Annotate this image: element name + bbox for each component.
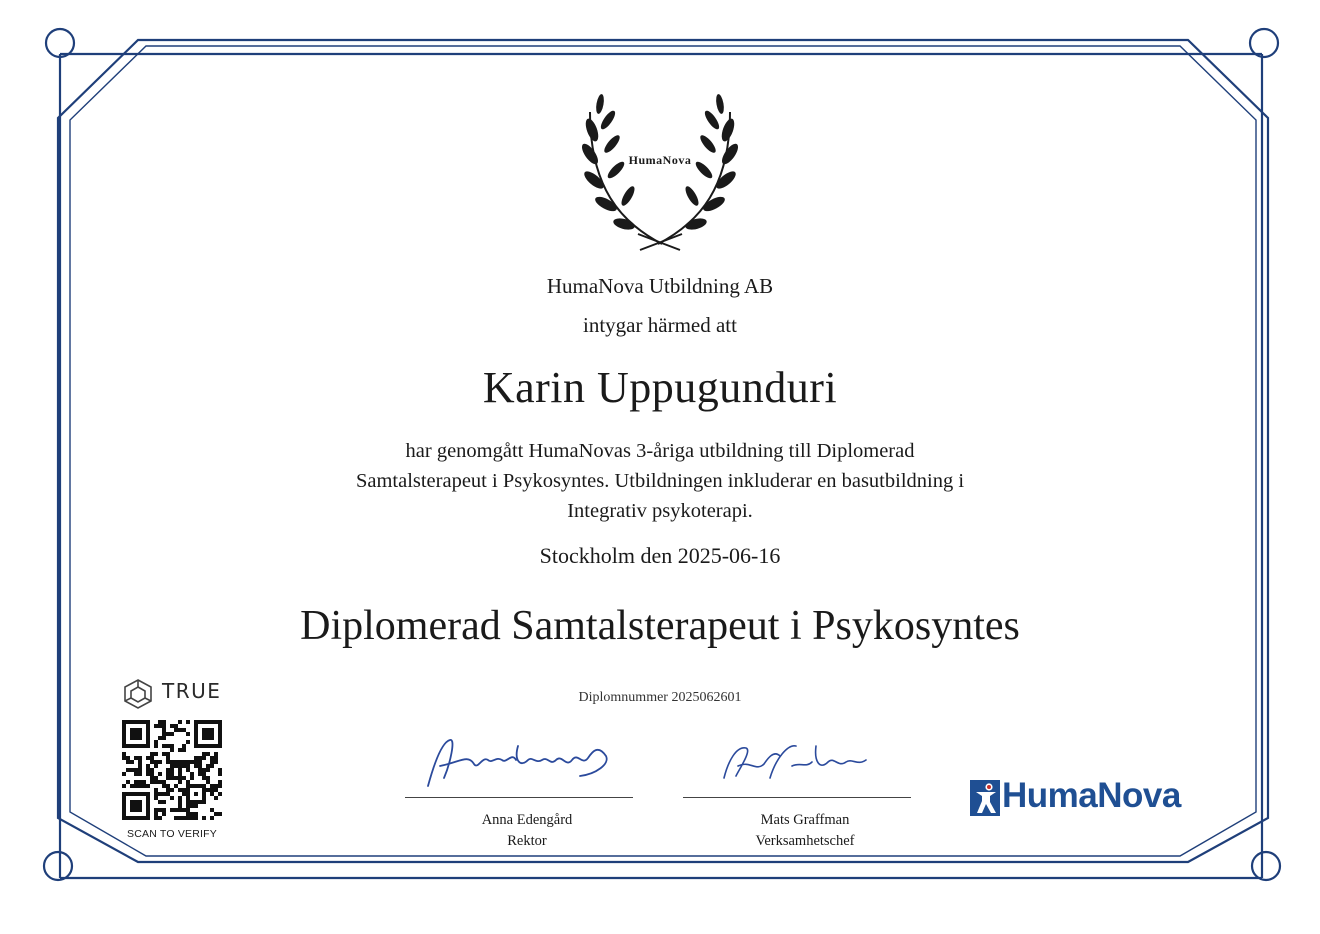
humanova-brand-text: HumaNova xyxy=(1002,776,1181,815)
signatory-1 xyxy=(405,810,649,852)
diploma-title: Diplomerad Samtalsterapeut i Psykosyntes xyxy=(300,603,1020,649)
signature-line xyxy=(683,797,911,798)
description-line: har genomgått HumaNovas 3-åriga utbildning till Diplomerad xyxy=(405,440,915,462)
certifies-text: intygar härmed att xyxy=(583,313,737,337)
diploma-number: Diplomnummer 2025062601 xyxy=(578,690,742,705)
signatory-role: Verksamhetschef xyxy=(755,833,855,849)
description-line: Samtalsterapeut i Psykosyntes. Utbildningen inkluderar en basutbildning i xyxy=(355,470,965,492)
signatory-role: Rektor xyxy=(507,833,547,849)
signatory-2 xyxy=(683,810,927,852)
true-brand: TRUE xyxy=(162,679,222,703)
description xyxy=(0,436,1320,526)
signature-mats-graffman xyxy=(716,738,876,788)
description-line: Integrativ psykoterapi. xyxy=(567,500,753,522)
laurel-wreath-logo xyxy=(570,92,750,252)
true-cube-icon xyxy=(122,678,154,710)
humanova-figure-icon xyxy=(970,780,1002,816)
recipient-name: Karin Uppugunduri xyxy=(482,363,838,412)
signatory-name: Anna Edengård xyxy=(481,812,573,828)
signature-line xyxy=(405,797,633,798)
qr-code[interactable] xyxy=(122,720,222,820)
issuer-name: HumaNova Utbildning AB xyxy=(546,274,774,298)
place-date: Stockholm den 2025-06-16 xyxy=(539,543,781,568)
scan-to-verify-caption: SCAN TO VERIFY xyxy=(127,828,217,840)
signature-anna-edengard xyxy=(420,734,620,794)
signatory-name: Mats Graffman xyxy=(760,812,850,828)
laurel-logo-text: HumaNova xyxy=(628,153,692,167)
